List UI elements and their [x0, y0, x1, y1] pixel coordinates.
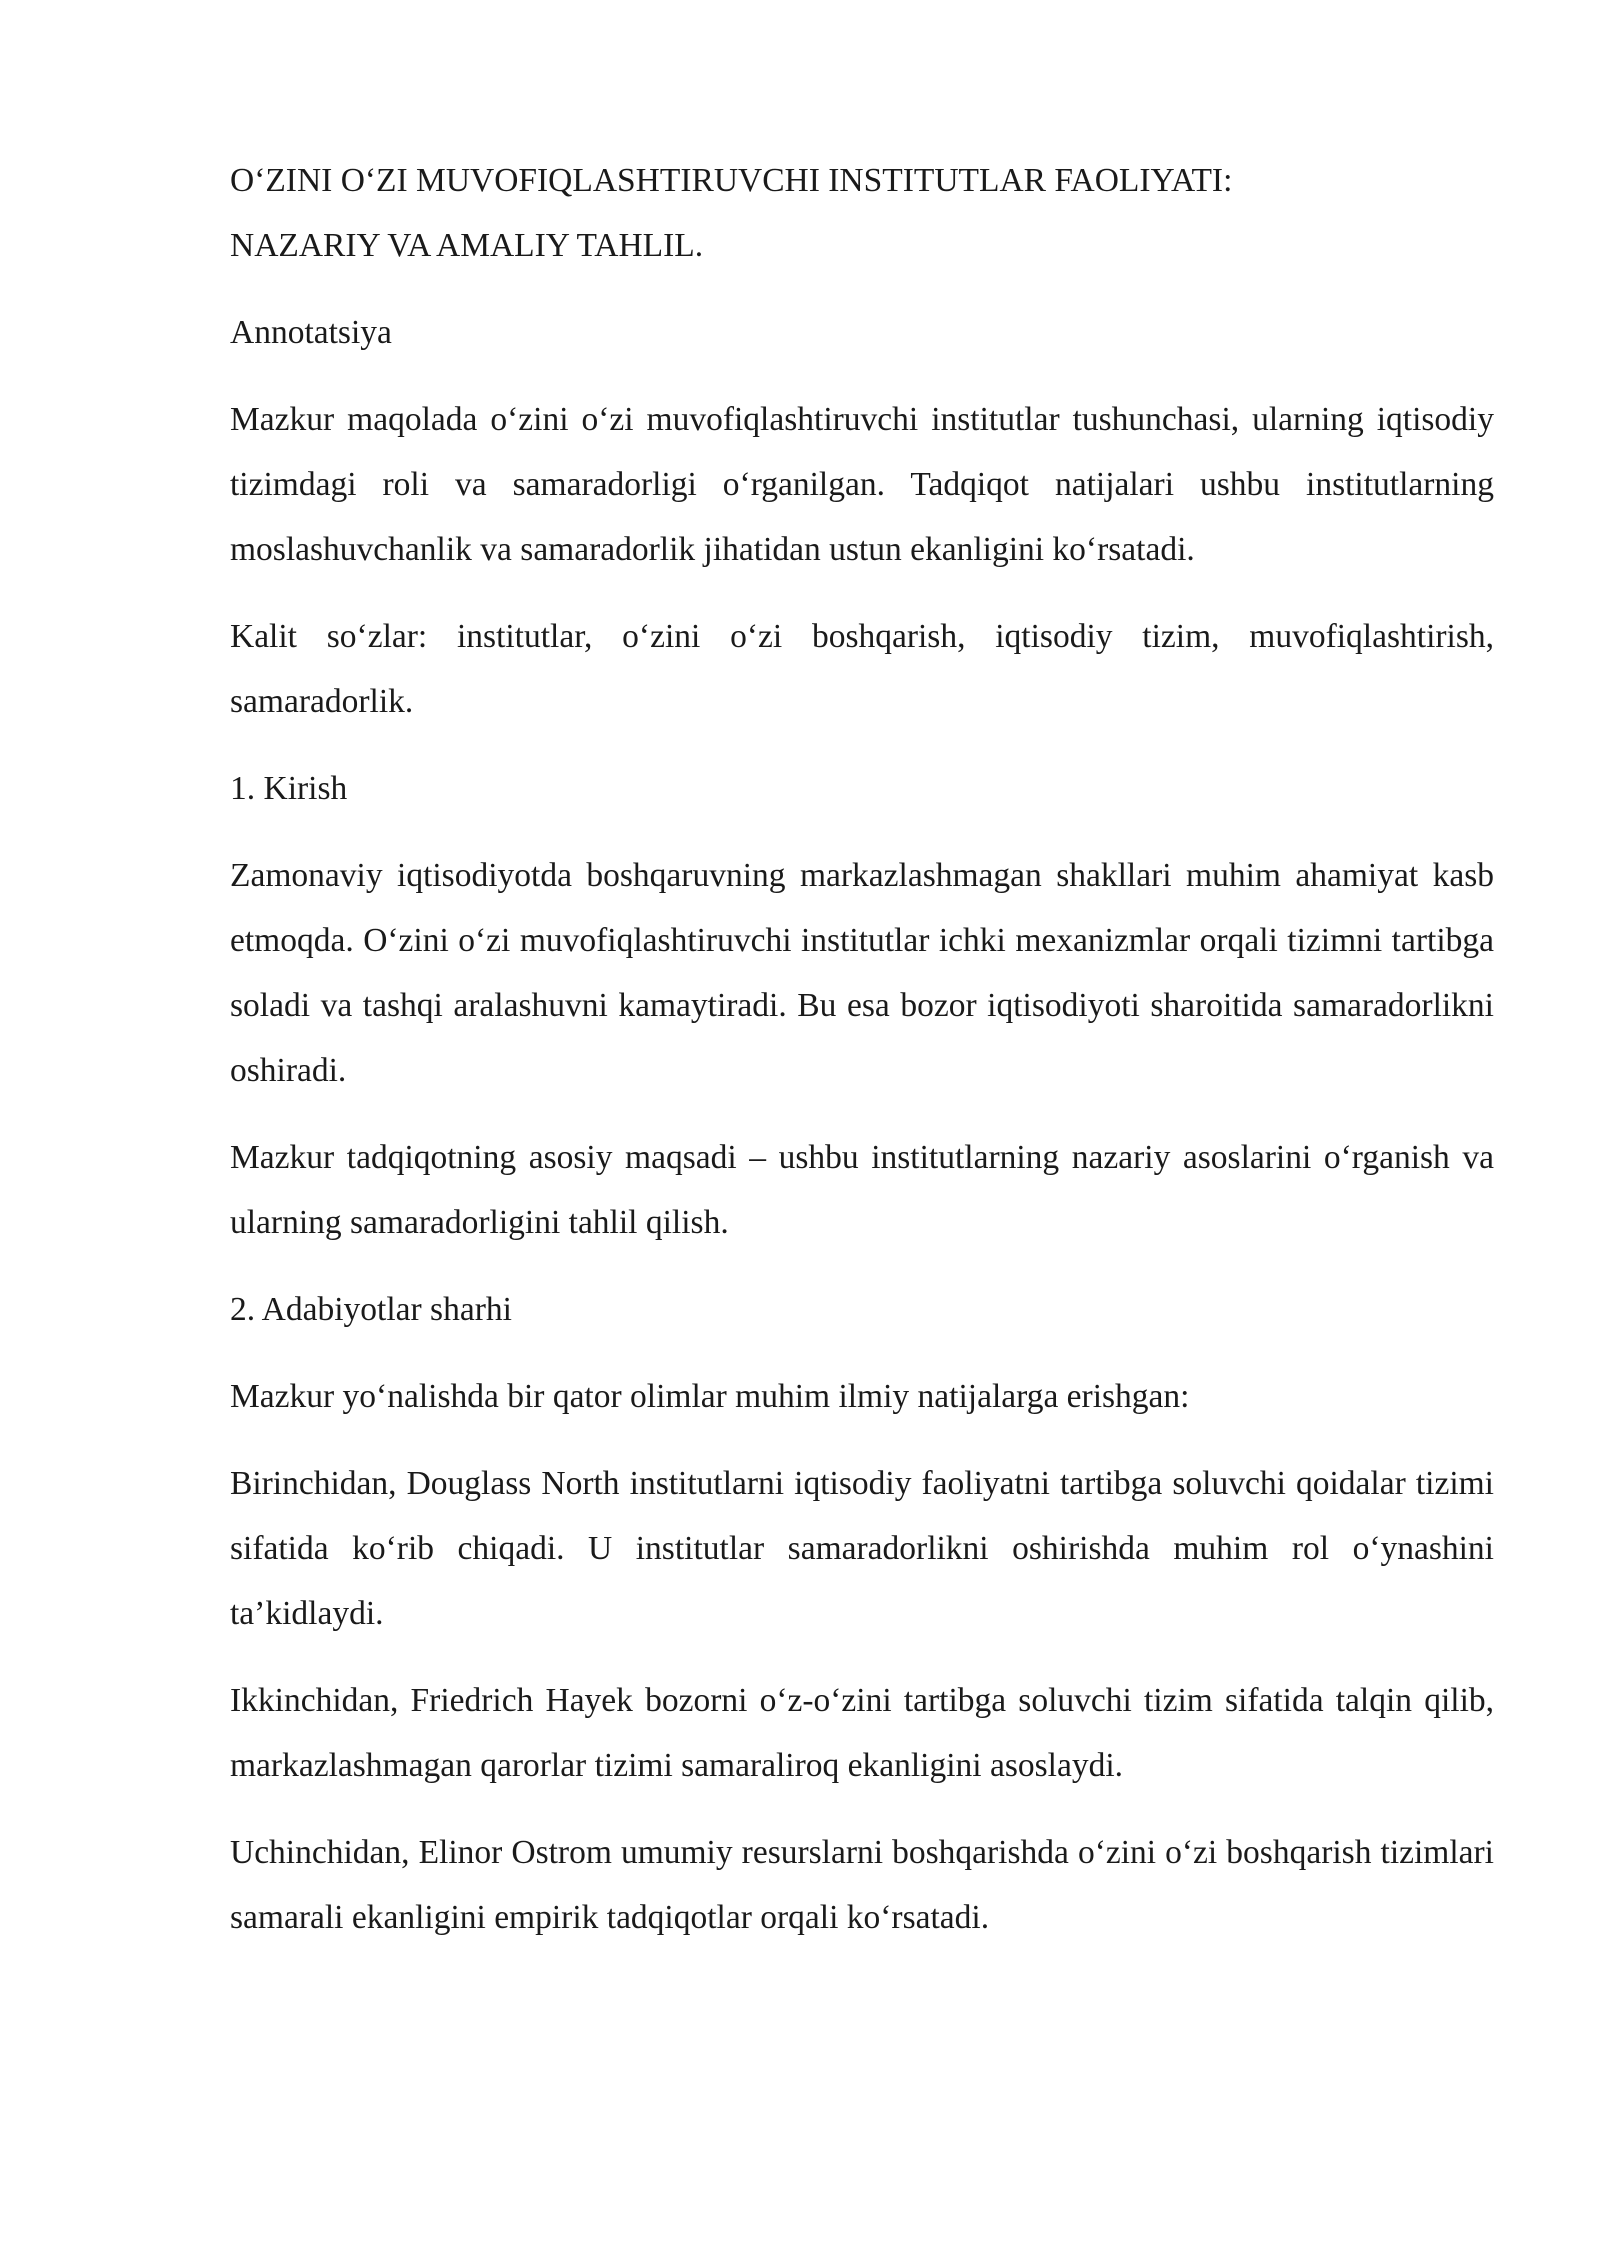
section-2-paragraph-3: Uchinchidan, Elinor Ostrom umumiy resurslarni boshqarishda o‘zini o‘zi boshqarish tizimlari samarali ekanligini empirik tadqiqotlar orqali ko‘rsatadi.	[230, 1834, 1494, 1936]
section-2-intro: Mazkur yo‘nalishda bir qator olimlar muhim ilmiy natijalarga erishgan:	[230, 1378, 1190, 1415]
section-1-paragraph-1: Zamonaviy iqtisodiyotda boshqaruvning markazlashmagan shakllari muhim ahamiyat kasb etmoqda. O‘zini o‘zi muvofiqlashtiruvchi institutlar ichki mexanizmlar orqali tizimni tartibga soladi va tashqi aralashuvni kamaytiradi. Bu esa bozor iqtisodiyoti sharoitida samaradorlikni oshiradi.	[230, 857, 1494, 1089]
title-line-2: NAZARIY VA AMALIY TAHLIL.	[230, 227, 704, 264]
document-page	[230, 148, 1494, 1972]
annotation-heading: Annotatsiya	[230, 314, 392, 351]
section-2-paragraph-2: Ikkinchidan, Friedrich Hayek bozorni o‘z-o‘zini tartibga soluvchi tizim sifatida talqin qilib, markazlashmagan qarorlar tizimi samaraliroq ekanligini asoslaydi.	[230, 1682, 1494, 1784]
section-2-heading: 2. Adabiyotlar sharhi	[230, 1291, 512, 1328]
section-1-heading: 1. Kirish	[230, 770, 348, 807]
document-title	[230, 148, 1494, 278]
section-2-paragraph-1: Birinchidan, Douglass North institutlarni iqtisodiy faoliyatni tartibga soluvchi qoidalar tizimi sifatida ko‘rib chiqadi. U institutlar samaradorlikni oshirishda muhim rol o‘ynashini ta’kidlaydi.	[230, 1465, 1494, 1632]
section-1-paragraph-2: Mazkur tadqiqotning asosiy maqsadi – ushbu institutlarning nazariy asoslarini o‘rganish va ularning samaradorligini tahlil qilish.	[230, 1139, 1494, 1241]
keywords: Kalit so‘zlar: institutlar, o‘zini o‘zi boshqarish, iqtisodiy tizim, muvofiqlashtirish, samaradorlik.	[230, 618, 1494, 720]
annotation-text: Mazkur maqolada o‘zini o‘zi muvofiqlashtiruvchi institutlar tushunchasi, ularning iqtisodiy tizimdagi roli va samaradorligi o‘rganilgan. Tadqiqot natijalari ushbu institutlarning moslashuvchanlik va samaradorlik jihatidan ustun ekanligini ko‘rsatadi.	[230, 401, 1494, 568]
title-line-1: O‘ZINI O‘ZI MUVOFIQLASHTIRUVCHI INSTITUTLAR FAOLIYATI:	[230, 162, 1233, 199]
